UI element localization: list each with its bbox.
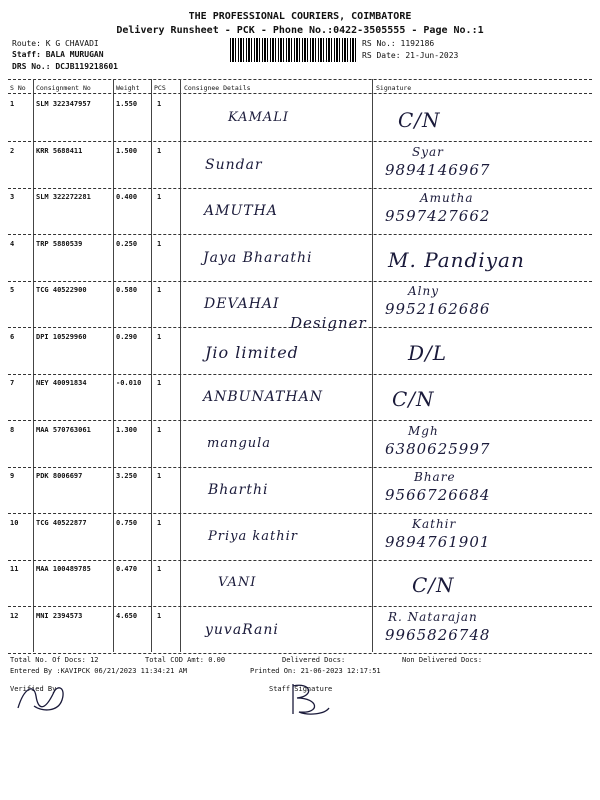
runsheet-subtitle: Delivery Runsheet - PCK - Phone No.:0422-3505555 - Page No.:1 [116, 25, 484, 36]
row-pcs: 1 [157, 333, 162, 341]
row-weight: 1.550 [116, 100, 138, 108]
consignee-name: yuvaRani [205, 622, 279, 638]
signature-mark: D/L [408, 341, 448, 365]
row-pcs: 1 [157, 565, 162, 573]
row-sno: 10 [10, 519, 19, 527]
row-divider [8, 653, 592, 654]
row-pcs: 1 [157, 379, 162, 387]
consignee-name: Priya kathir [208, 529, 298, 544]
staff-label: Staff: BALA MURUGAN [12, 50, 104, 59]
row-consignment-no: MAA 100489785 [36, 565, 91, 573]
row-sno: 7 [10, 379, 15, 387]
printed-on: Printed On: 21-06-2023 12:17:51 [250, 667, 381, 675]
row-weight: 0.290 [116, 333, 138, 341]
signature-mark: Bhare [414, 470, 456, 484]
signature-mark: C/N [398, 108, 441, 132]
column-divider [372, 79, 373, 652]
signature-mark: Alny [408, 284, 440, 298]
row-pcs: 1 [157, 286, 162, 294]
column-divider [33, 79, 34, 652]
signature-mark: M. Pandiyan [388, 248, 525, 272]
delivered-docs: Delivered Docs: [282, 656, 346, 664]
barcode [230, 38, 356, 62]
entered-by: Entered By :KAVIPCK 06/21/2023 11:34:21 AM [10, 667, 188, 675]
col-header-sno: S No [10, 84, 26, 92]
signature-phone: 9597427662 [385, 207, 491, 225]
consignee-name: VANI [218, 575, 257, 590]
row-weight: 1.500 [116, 147, 138, 155]
row-weight: 3.250 [116, 472, 138, 480]
row-pcs: 1 [157, 100, 162, 108]
row-divider [8, 141, 592, 142]
row-sno: 6 [10, 333, 15, 341]
col-header-details: Consignee Details [184, 84, 251, 92]
col-header-signature: Signature [376, 84, 412, 92]
rs-date: RS Date: 21-Jun-2023 [362, 51, 459, 60]
signature-phone: 9894761901 [385, 533, 491, 551]
row-weight: 0.250 [116, 240, 138, 248]
row-pcs: 1 [157, 193, 162, 201]
row-sno: 3 [10, 193, 15, 201]
row-weight: 0.470 [116, 565, 138, 573]
column-divider [180, 79, 181, 652]
verifier-signature-mark [14, 678, 74, 718]
row-pcs: 1 [157, 472, 162, 480]
signature-mark: R. Natarajan [388, 610, 478, 624]
row-pcs: 1 [157, 240, 162, 248]
row-pcs: 1 [157, 147, 162, 155]
row-pcs: 1 [157, 612, 162, 620]
signature-phone: 9894146967 [385, 161, 491, 179]
row-pcs: 1 [157, 519, 162, 527]
row-sno: 11 [10, 565, 19, 573]
row-consignment-no: SLM 322347957 [36, 100, 91, 108]
verified-by-label: Verified By [10, 685, 57, 693]
row-consignment-no: PDK 8006697 [36, 472, 83, 480]
signature-mark: Kathir [412, 517, 457, 531]
consignee-name: KAMALI [228, 110, 290, 125]
row-sno: 4 [10, 240, 15, 248]
row-sno: 8 [10, 426, 15, 434]
consignee-designation: Designer [290, 314, 367, 332]
signature-phone: 9566726684 [385, 486, 491, 504]
row-divider [8, 188, 592, 189]
row-sno: 9 [10, 472, 15, 480]
row-weight: 4.650 [116, 612, 138, 620]
row-pcs: 1 [157, 426, 162, 434]
signature-phone: 9965826748 [385, 626, 491, 644]
row-weight: 0.580 [116, 286, 138, 294]
staff-signature-label: Staff Signature [269, 685, 333, 693]
rs-number: RS No.: 1192186 [362, 39, 435, 48]
company-title: THE PROFESSIONAL COURIERS, COIMBATORE [188, 11, 412, 22]
col-header-consignment: Consignment No [36, 84, 91, 92]
signature-phone: 6380625997 [385, 440, 491, 458]
signature-mark: Amutha [420, 191, 474, 205]
row-weight: 0.400 [116, 193, 138, 201]
row-sno: 1 [10, 100, 15, 108]
table-top-rule [8, 79, 592, 80]
consignee-name: Jio limited [205, 343, 299, 362]
column-divider [151, 79, 152, 652]
row-consignment-no: NEY 40091834 [36, 379, 87, 387]
route-label: Route: K G CHAVADI [12, 39, 99, 48]
drs-number: DRS No.: DCJB119218601 [12, 62, 118, 71]
row-consignment-no: TCG 40522900 [36, 286, 87, 294]
row-sno: 2 [10, 147, 15, 155]
row-divider [8, 513, 592, 514]
row-consignment-no: MAA 570763061 [36, 426, 91, 434]
row-consignment-no: TCG 40522877 [36, 519, 87, 527]
row-divider [8, 281, 592, 282]
non-delivered-docs: Non Delivered Docs: [402, 656, 483, 664]
consignee-name: DEVAHAI [204, 296, 280, 312]
row-divider [8, 606, 592, 607]
row-weight: -0.010 [116, 379, 142, 387]
row-weight: 0.750 [116, 519, 138, 527]
consignee-name: ANBUNATHAN [203, 389, 323, 405]
col-header-pcs: PCS [154, 84, 166, 92]
row-divider [8, 374, 592, 375]
row-consignment-no: TRP 5880539 [36, 240, 83, 248]
col-header-weight: Weight [116, 84, 140, 92]
table-header-rule [8, 93, 592, 94]
consignee-name: Jaya Bharathi [203, 250, 313, 266]
consignee-name: AMUTHA [204, 203, 278, 219]
signature-mark: Syar [412, 145, 444, 159]
signature-mark: Mgh [408, 424, 439, 438]
row-consignment-no: SLM 322272281 [36, 193, 91, 201]
consignee-name: mangula [207, 436, 272, 451]
row-sno: 12 [10, 612, 19, 620]
row-consignment-no: KRR 5688411 [36, 147, 83, 155]
row-divider [8, 560, 592, 561]
row-sno: 5 [10, 286, 15, 294]
row-divider [8, 467, 592, 468]
row-divider [8, 420, 592, 421]
signature-mark: C/N [392, 387, 435, 411]
row-consignment-no: DPI 10529960 [36, 333, 87, 341]
signature-mark: C/N [412, 573, 455, 597]
consignee-name: Bharthi [208, 482, 269, 498]
signature-phone: 9952162686 [385, 300, 491, 318]
staff-signature-mark [285, 680, 335, 720]
column-divider [113, 79, 114, 652]
row-divider [8, 234, 592, 235]
consignee-name: Sundar [205, 157, 263, 173]
row-weight: 1.300 [116, 426, 138, 434]
row-consignment-no: MNI 2394573 [36, 612, 83, 620]
total-cod: Total COD Amt: 0.00 [145, 656, 226, 664]
total-docs: Total No. Of Docs: 12 [10, 656, 99, 664]
